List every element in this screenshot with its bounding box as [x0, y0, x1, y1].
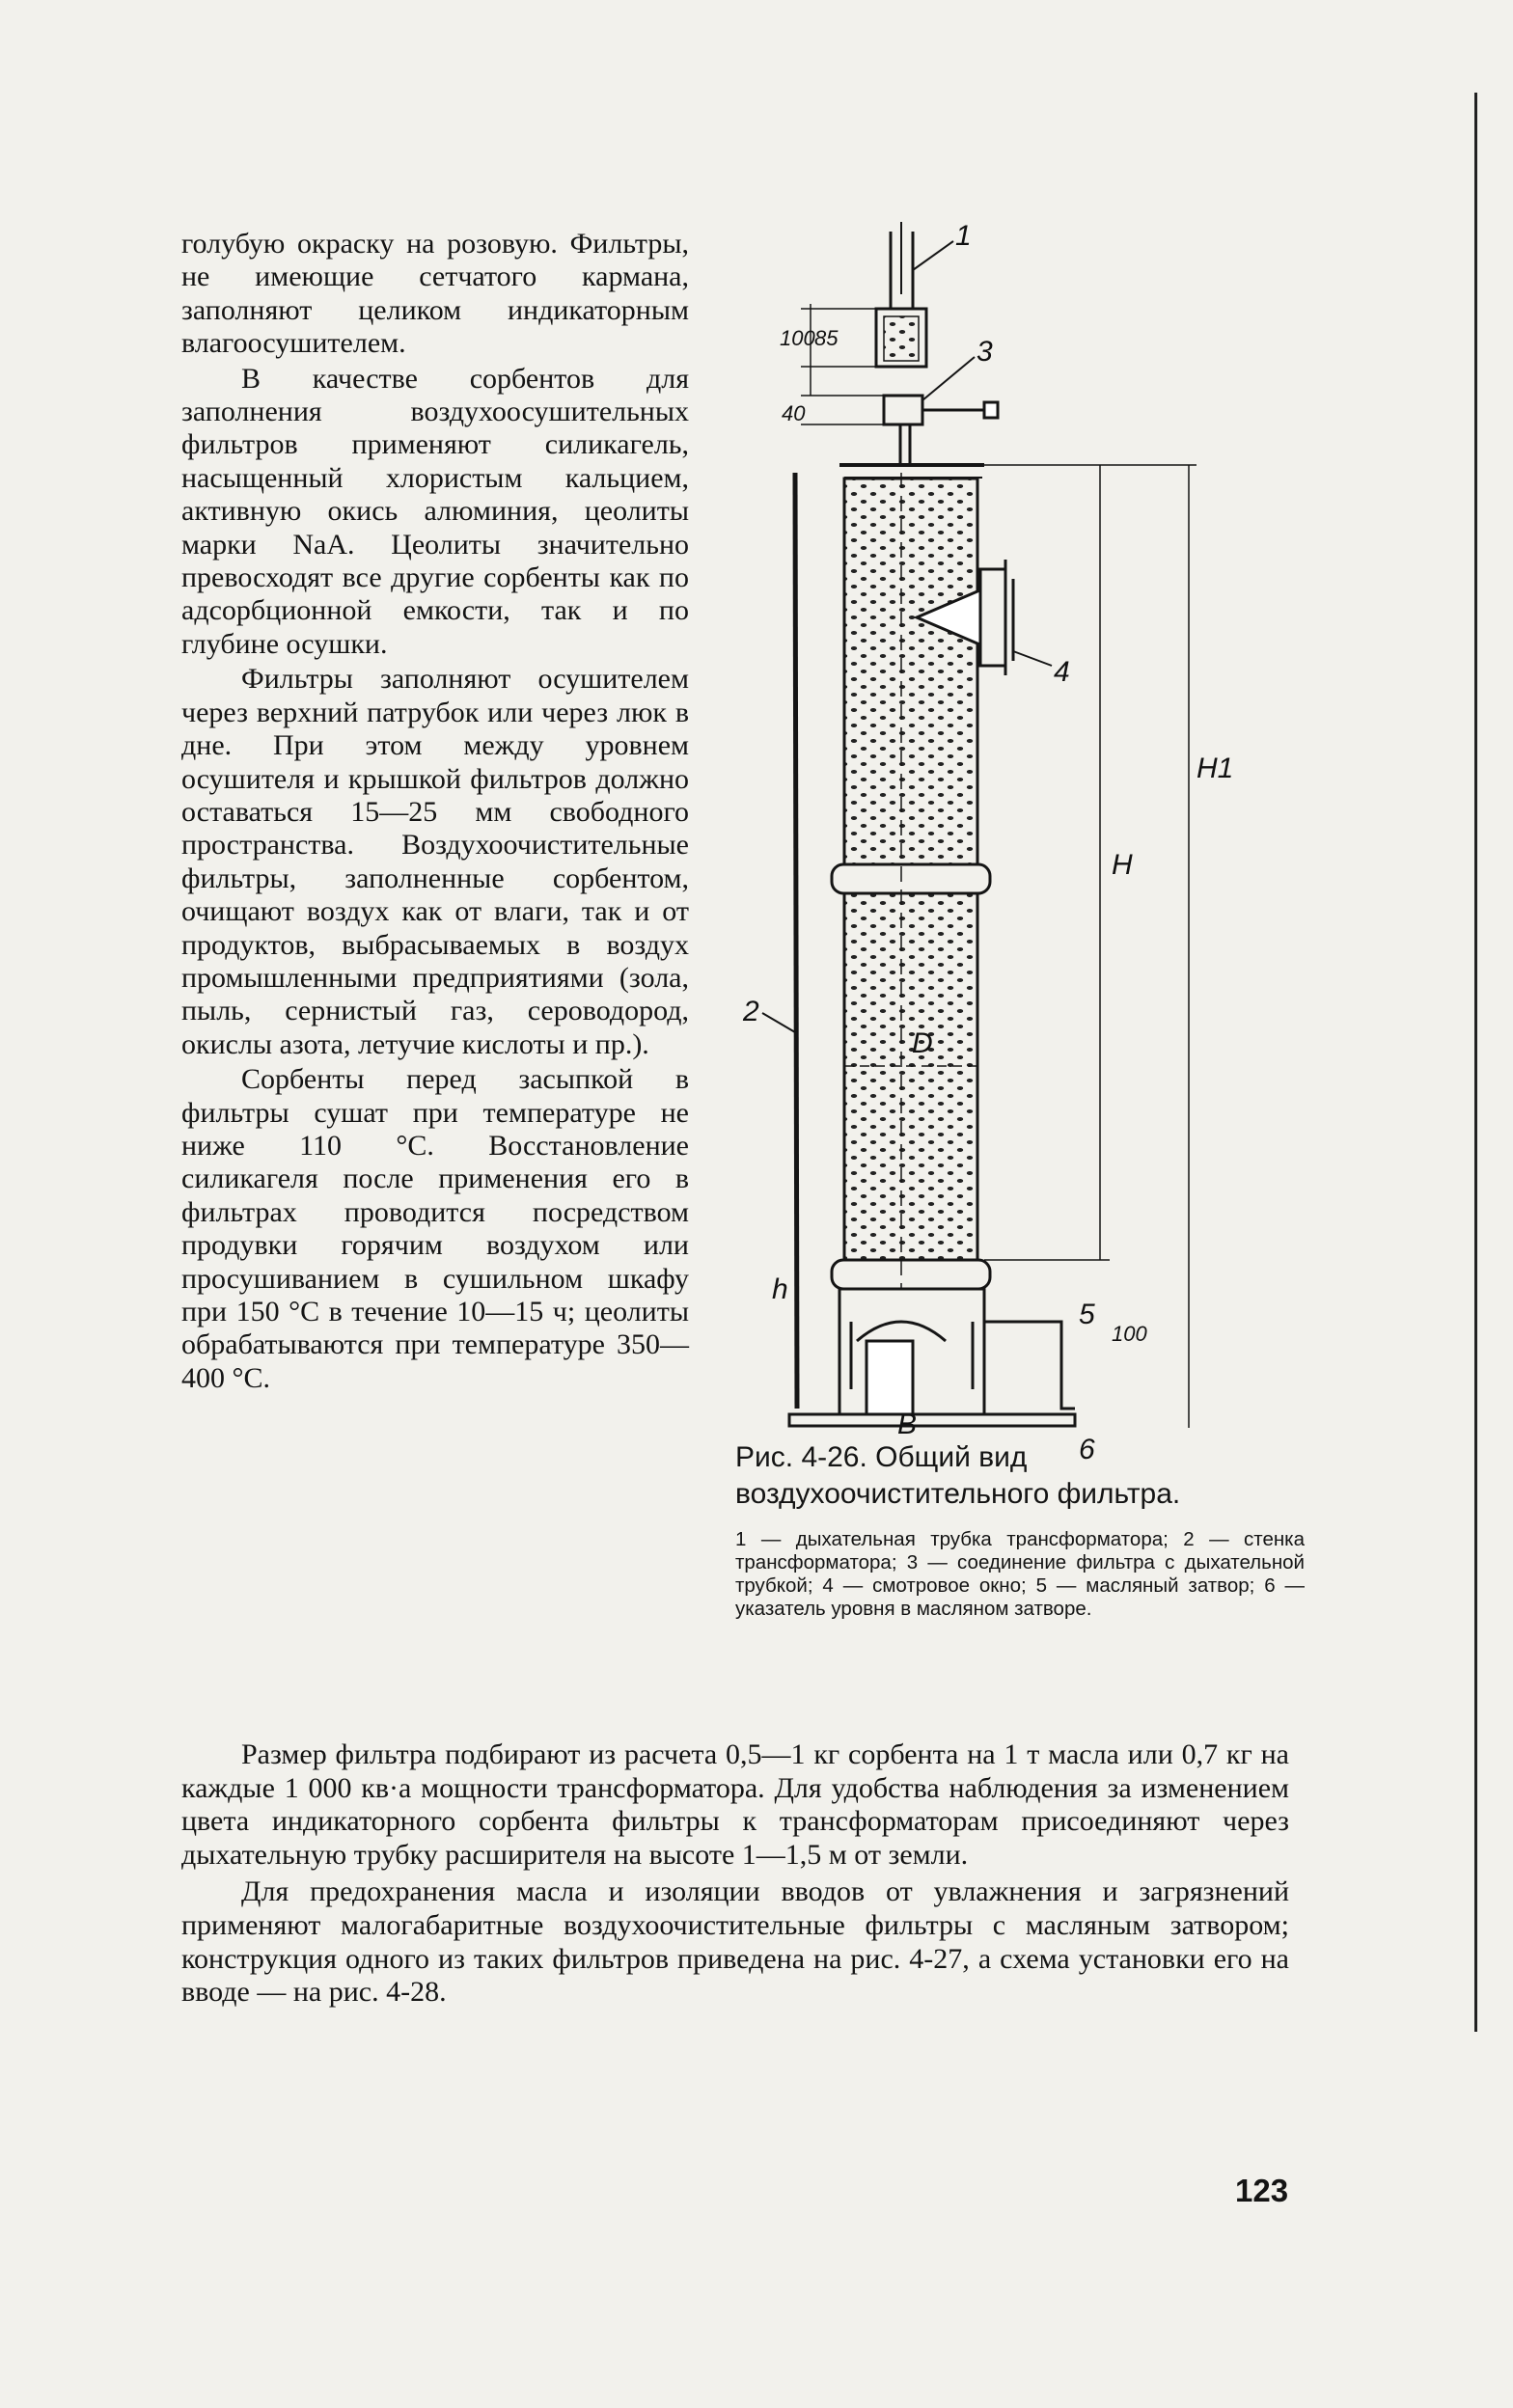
left-column-text	[181, 228, 689, 1395]
page-edge-rule	[1474, 93, 1477, 2032]
transformer-wall	[795, 473, 797, 1409]
label-2: 2	[743, 996, 759, 1027]
label-5: 5	[1079, 1299, 1095, 1330]
label-dim-85: 85	[814, 326, 839, 350]
label-4: 4	[1054, 656, 1070, 688]
filter-drawing-svg	[695, 212, 1303, 1428]
label-1: 1	[955, 220, 972, 252]
sorbent-body-upper	[844, 479, 977, 864]
label-dim-40: 40	[782, 401, 806, 425]
sorbent-body-lower	[844, 893, 977, 1260]
paragraph: В качестве сорбентов для заполнения воздухоосушительных фильтров применяют силикагель, насыщенный хлористым кальцием, активную окись алюминия, цеолиты марки NaA. Цеолиты значительно превосходят все другие сорбенты как по адсорбционной емкости, так и по глубине осушки.	[181, 362, 689, 660]
label-B: B	[897, 1409, 918, 1440]
label-dim-100-bottom: 100	[1112, 1322, 1147, 1346]
paragraph: Размер фильтра подбирают из расчета 0,5—1 кг сорбента на 1 т масла или 0,7 кг на каждые 1 000 кв·а мощности трансформатора. Для удобства наблюдения за изменением цвета индикаторного сорбента фильтры к трансформаторам присоединяют через дыхательную трубку расширителя на высоте 1—1,5 м от земли.	[181, 1738, 1289, 1871]
figure-caption	[735, 1439, 1305, 1621]
bottom-text	[181, 1738, 1289, 2010]
label-H: H	[1112, 849, 1133, 881]
label-6: 6	[1079, 1434, 1095, 1465]
label-h: h	[772, 1273, 788, 1305]
paragraph: Для предохранения масла и изоляции вводов от увлажнения и загрязнений применяют малогабаритные воздухоочистительные фильтры с масляным затвором; конструкция одного из таких фильтров приведена на рис. 4-27, а схема установки его на вводе — на рис. 4-28.	[181, 1875, 1289, 2009]
paragraph: голубую окраску на розовую. Фильтры, не имеющие сетчатого кармана, заполняют целиком индикаторным влагоосушителем.	[181, 228, 689, 360]
page-number: 123	[1235, 2173, 1289, 2208]
label-H1: H1	[1197, 752, 1234, 784]
paragraph: Фильтры заполняют осушителем через верхний патрубок или через люк в дне. При этом между уровнем осушителя и крышкой фильтров должно оставаться 15—25 мм свободного пространства. Воздухоочистительные фильтры, заполненные сорбентом, очищают воздух как от влаги, так и от продуктов, выбрасываемых в воздух промышленными предприятиями (зола, пыль, сернистый газ, сероводород, окислы азота, летучие кислоты и пр.).	[181, 663, 689, 1060]
caption-legend: 1 — дыхательная трубка трансформатора; 2 — стенка трансформатора; 3 — соединение фильтра с дыхательной трубкой; 4 — смотровое окно; 5 — масляный затвор; 6 — указатель уровня в масляном затворе.	[735, 1528, 1305, 1620]
caption-title: Рис. 4-26. Общий вид воздухоочистительного фильтра.	[735, 1441, 1181, 1510]
label-3: 3	[977, 336, 993, 368]
paragraph: Сорбенты перед засыпкой в фильтры сушат при температуре не ниже 110 °С. Восстановление силикагеля после применения его в фильтрах проводится посредством продувки горячим воздухом или просушиванием в сушильном шкафу при 150 °С в течение 10—15 ч; цеолиты обрабатываются при температуре 350—400 °С.	[181, 1063, 689, 1394]
label-D: D	[912, 1027, 933, 1059]
filter-drawing	[695, 212, 1303, 1465]
label-dim-100: 100	[780, 326, 815, 350]
sight-window	[980, 569, 1005, 666]
